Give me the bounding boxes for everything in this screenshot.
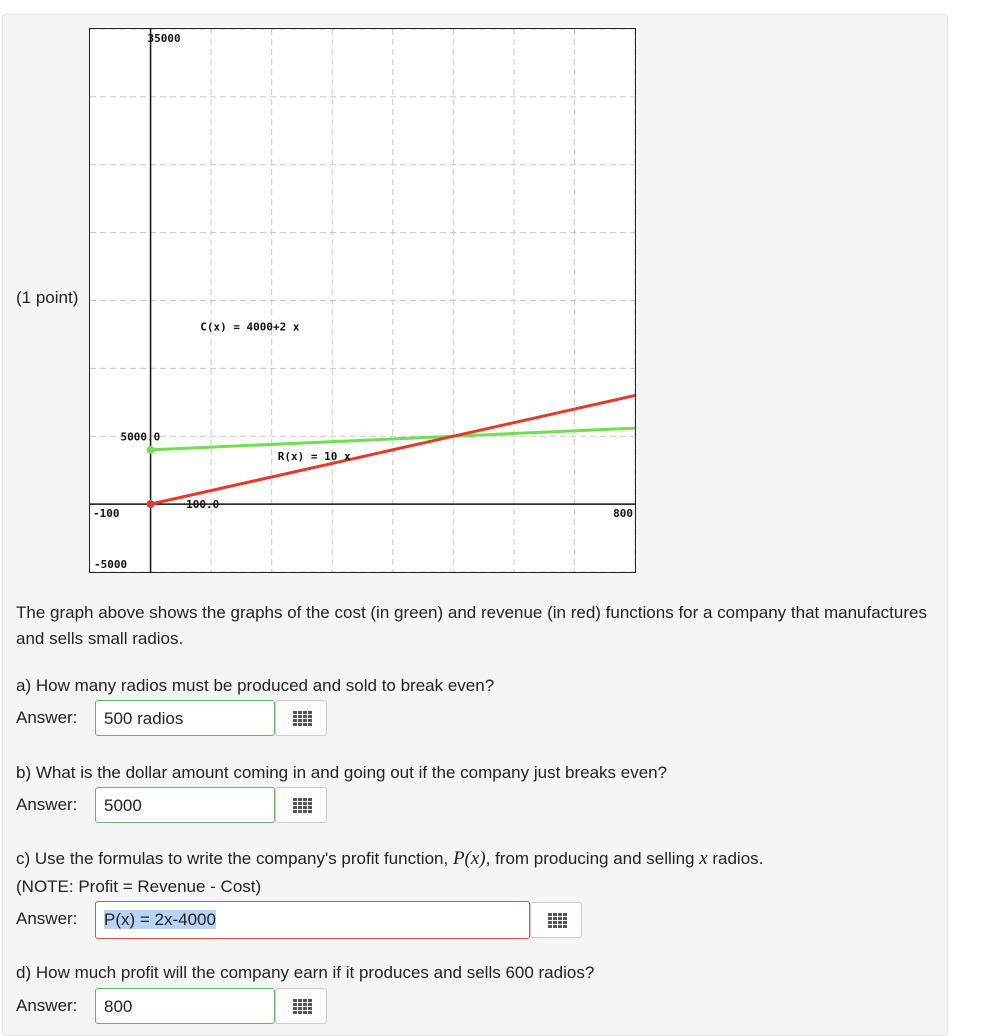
answer-label-b: Answer: xyxy=(16,795,78,814)
tick-label-x-mid: 100.0 xyxy=(186,498,220,512)
tick-label-y-mid: 5000.0 xyxy=(120,430,161,444)
cost-function-label: C(x) = 4000+2 x xyxy=(200,320,300,334)
revenue-start-point xyxy=(147,500,155,508)
matrix-button-d[interactable] xyxy=(275,988,327,1024)
question-a: a) How many radios must be produced and sold to break even? xyxy=(16,676,495,695)
question-c xyxy=(16,846,763,872)
answer-label-c: Answer: xyxy=(16,909,78,928)
answer-input-d[interactable]: 800 xyxy=(95,988,275,1024)
x-variable-math: x xyxy=(699,848,708,869)
question-c-post: radios. xyxy=(707,849,764,868)
question-c-note: (NOTE: Profit = Revenue - Cost) xyxy=(16,877,262,896)
answer-input-c-text: P(x) = 2x-4000 xyxy=(104,910,216,929)
answer-input-b[interactable]: 5000 xyxy=(95,787,275,823)
matrix-button-b[interactable] xyxy=(275,787,327,823)
tick-label-y-bottom: -5000 xyxy=(94,558,128,571)
tick-label-x-left: -100 xyxy=(93,507,120,521)
matrix-button-c[interactable] xyxy=(530,902,582,938)
chart-svg xyxy=(90,29,635,572)
profit-function-math: P(x) xyxy=(452,848,486,869)
cost-revenue-graph xyxy=(89,28,636,573)
tick-label-y-top: 35000 xyxy=(147,32,181,45)
intro-text: The graph above shows the graphs of the cost (in green) and revenue (in red) functions for a company that manufactures and sells small radios. xyxy=(16,603,927,648)
revenue-function-label: R(x) = 10 x xyxy=(277,450,351,464)
question-c-mid: , from producing and selling xyxy=(485,849,700,868)
cost-start-point xyxy=(147,446,155,454)
point-value: (1 point) xyxy=(16,288,79,307)
answer-label-a: Answer: xyxy=(16,708,78,727)
answer-input-c[interactable] xyxy=(95,901,530,939)
answer-label-d: Answer: xyxy=(16,996,78,1015)
question-b: b) What is the dollar amount coming in and going out if the company just breaks even? xyxy=(16,763,668,782)
tick-label-x-right: 800 xyxy=(613,507,633,521)
matrix-button-a[interactable] xyxy=(275,700,327,736)
question-d: d) How much profit will the company earn if it produces and sells 600 radios? xyxy=(16,963,595,982)
answer-input-a[interactable]: 500 radios xyxy=(95,700,275,736)
question-c-pre: c) Use the formulas to write the company's profit function, xyxy=(16,849,453,868)
